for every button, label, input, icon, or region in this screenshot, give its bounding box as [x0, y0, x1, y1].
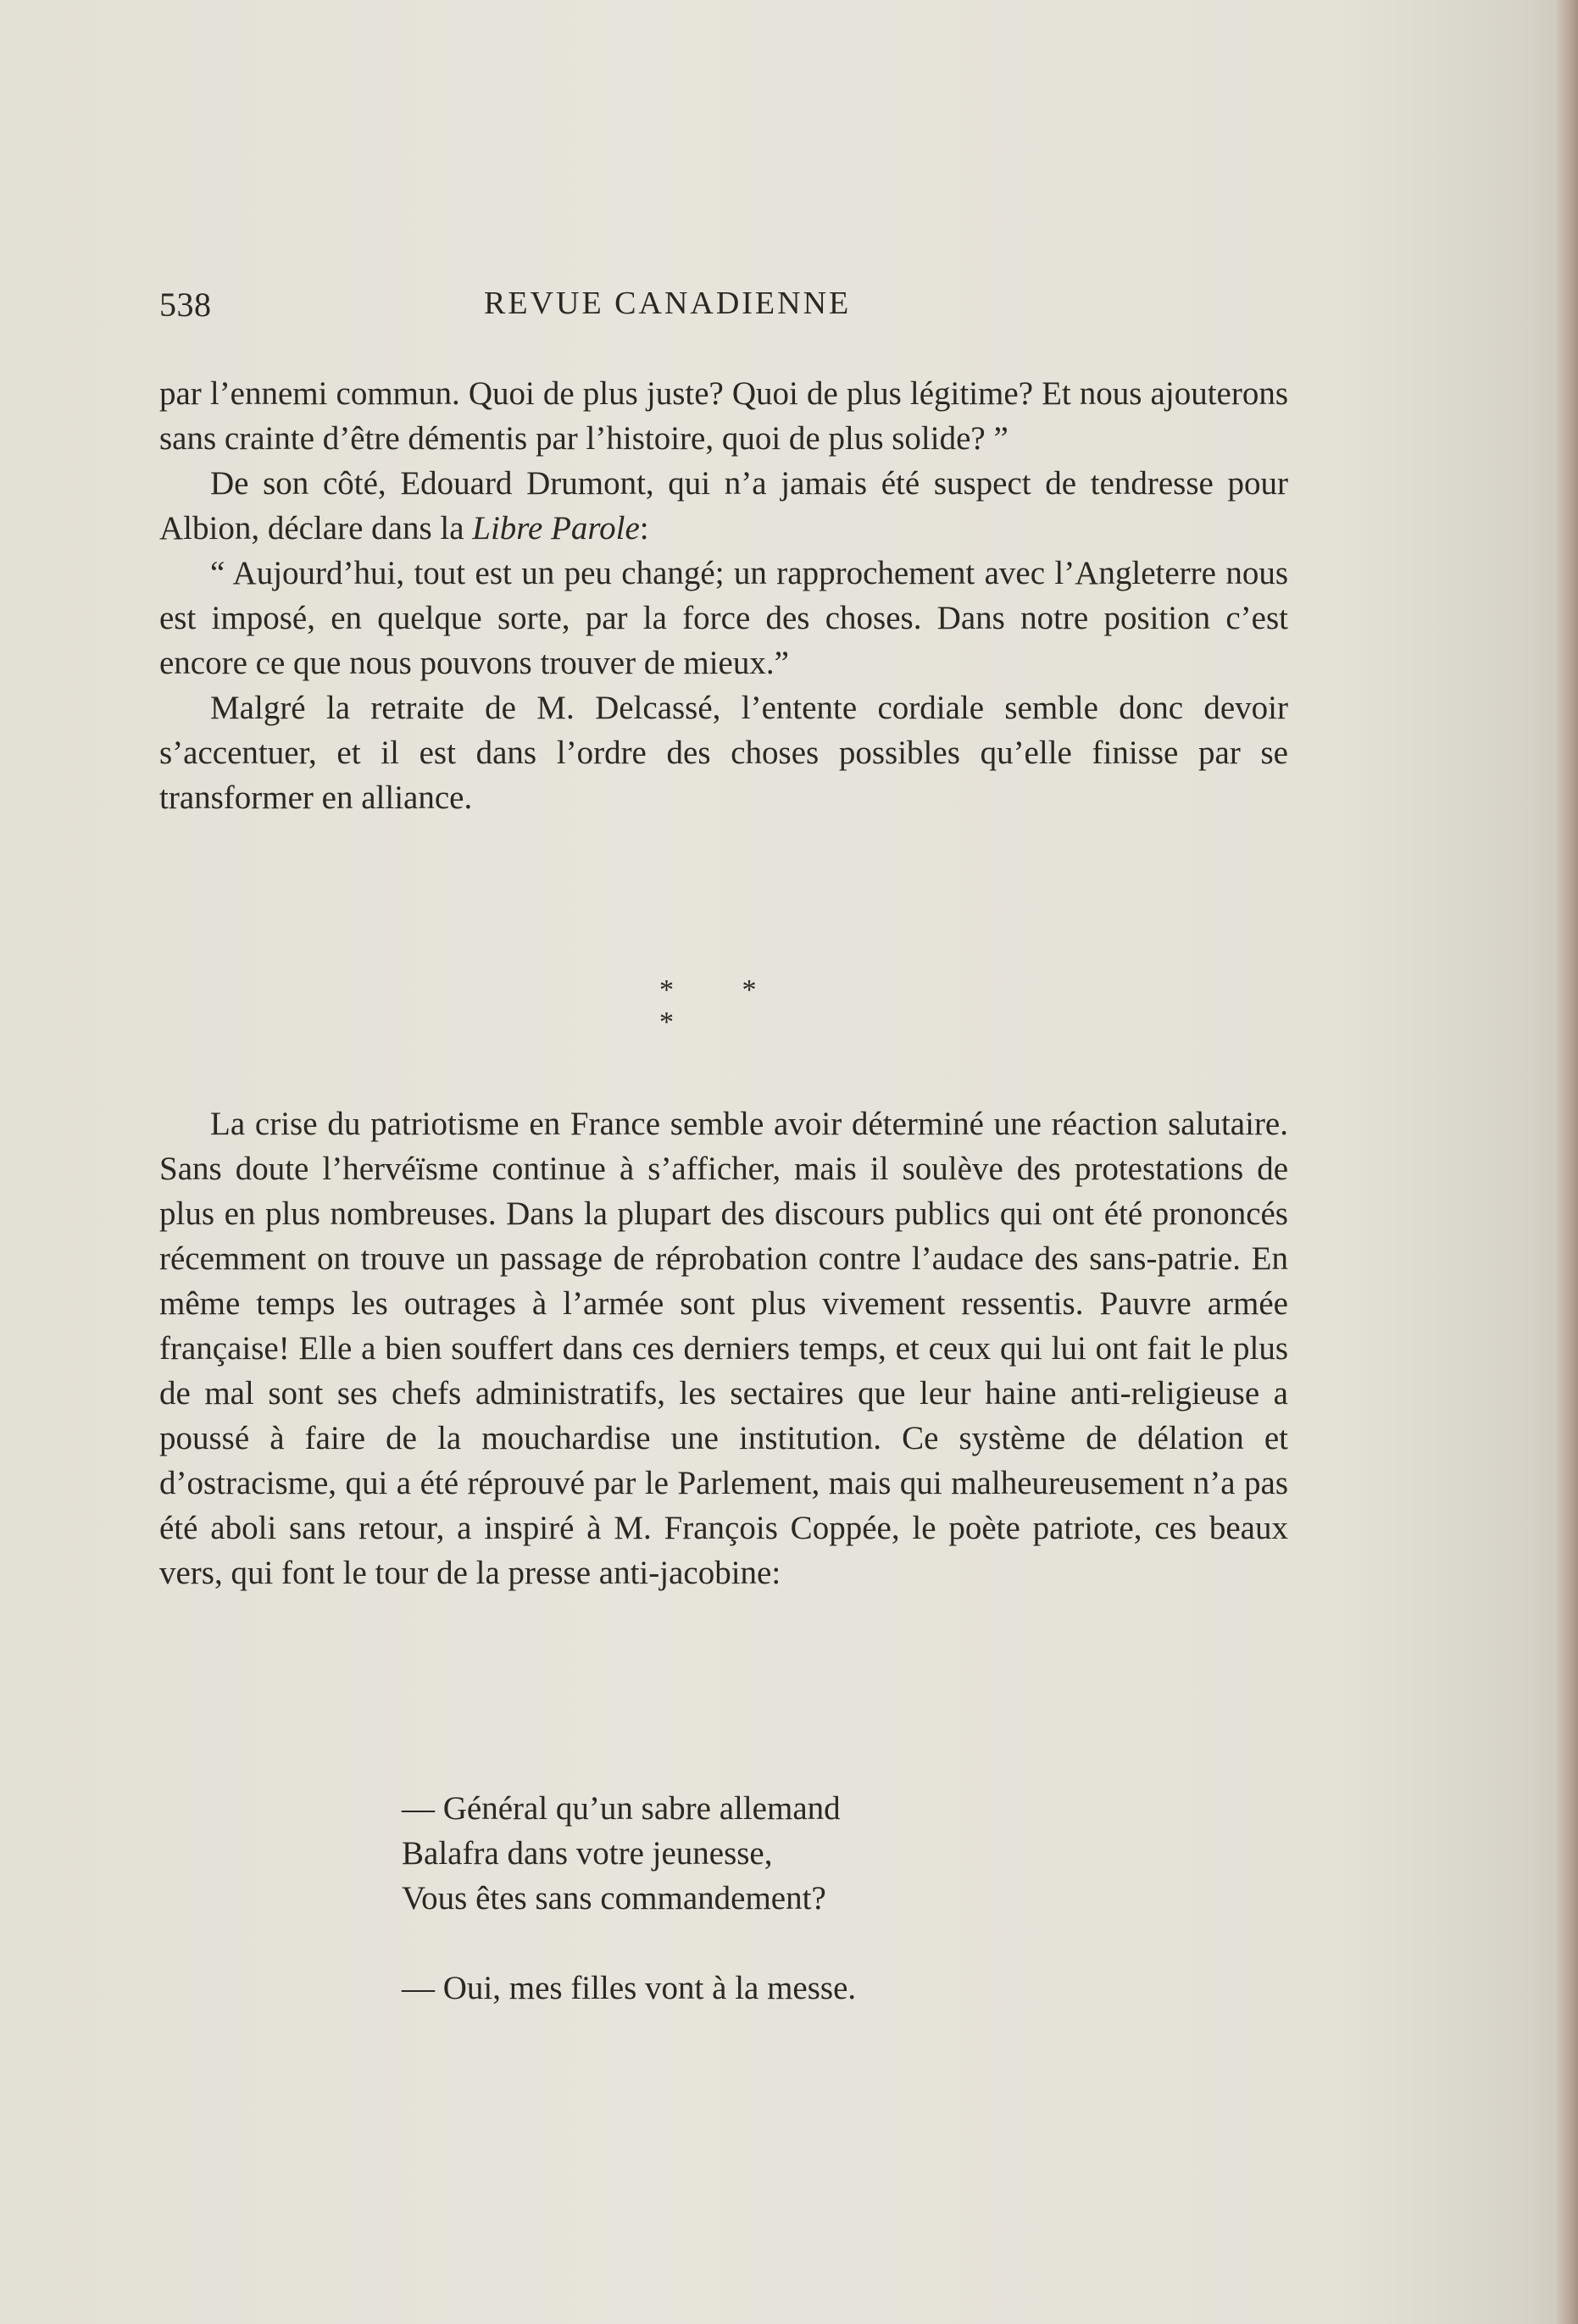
paragraph-continuation: par l’ennemi commun. Quoi de plus juste? Quoi de plus légitime? Et nous ajouterons sans crainte d’être démentis par l’histoire, quoi de plus solide? ”: [159, 375, 1288, 457]
running-head: [159, 285, 947, 336]
newspaper-title: Libre Parole: [472, 510, 640, 546]
poem-line: — Oui, mes filles vont à la messe.: [402, 1970, 857, 2006]
text-section-1: [159, 371, 1288, 820]
poem-line: Vous êtes sans commandement?: [402, 1880, 826, 1916]
paragraph-text: De son côté, Edouard Drumont, qui n’a jamais été suspect de tendresse pour Albion, déclare dans la: [159, 465, 1288, 546]
paragraph-punctuation: :: [639, 510, 649, 546]
poem-line: Balafra dans votre jeunesse,: [402, 1835, 773, 1872]
paragraph-entente: Malgré la retraite de M. Delcassé, l’entente cordiale semble donc devoir s’accentuer, et il est dans l’ordre des choses possibles qu’elle finisse par se transformer en alliance.: [159, 690, 1288, 816]
paragraph-quote: “ Aujourd’hui, tout est un peu changé; un rapprochement avec l’Angleterre nous est imposé, en quelque sorte, par la force des choses. Dans notre position c’est encore ce que nous pouvons trouver de mieux.”: [159, 555, 1288, 681]
poem: [402, 1786, 1164, 2011]
page-number: 538: [159, 286, 212, 324]
journal-title: REVUE CANADIENNE: [484, 286, 852, 321]
text-section-2: [159, 1101, 1288, 1595]
paragraph-drumont: [159, 461, 1288, 551]
paragraph-patriotisme: La crise du patriotisme en France semble avoir déterminé une réaction salutaire. Sans doute l’hervéïsme continue à s’afficher, mais il soulève des protestations de plus en plus nombreuses. Dans la plupart des discours publics qui ont été prononcés récemment on trouve un passage de réprobation contre l’audace des sans-patrie. En même temps les outrages à l’armée sont plus vivement ressentis. Pauvre armée française! Elle a bien souffert dans ces derniers temps, et ceux qui lui ont fait le plus de mal sont ses chefs administratifs, les sectaires que leur haine anti-religieuse a poussé à faire de la mouchardise une institution. Ce système de délation et d’ostracisme, qui a été réprouvé par le Parlement, mais qui malheureusement n’a pas été aboli sans retour, a inspiré à M. François Coppée, le poète patriote, ces beaux vers, qui font le tour de la presse anti-jacobine:: [159, 1106, 1288, 1591]
page-edge: [1556, 0, 1578, 2324]
poem-line: — Général qu’un sabre allemand: [402, 1790, 841, 1827]
stanza-break: [402, 1921, 1164, 1966]
section-separator: * * *: [659, 974, 787, 1038]
